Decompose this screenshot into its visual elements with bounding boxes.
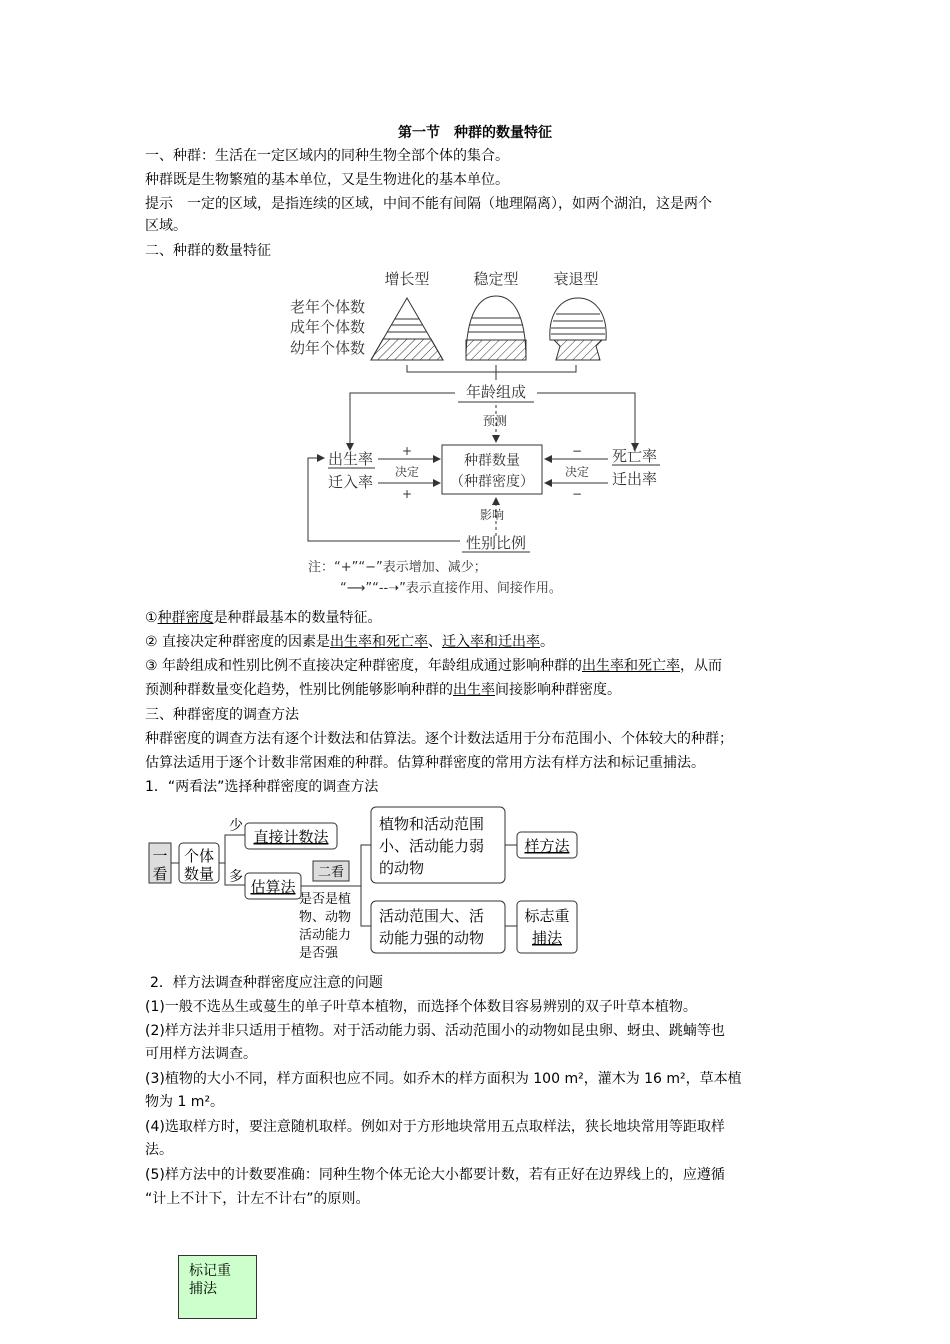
emigration-label: 迁出率	[612, 470, 658, 488]
question-line: 是否强	[299, 946, 339, 961]
paragraph: 预测种群数量变化趋势，性别比例能够影响种群的出生率间接影响种群密度。	[145, 682, 621, 698]
population-characteristics-figure	[280, 262, 680, 600]
paragraph: 1．“两看法”选择种群密度的调查方法	[145, 779, 379, 795]
mark-recapture-label: 捕法	[531, 929, 563, 947]
first-look-label: 一	[152, 847, 168, 865]
decline-type-label: 衰退型	[553, 270, 599, 288]
paragraph: 提示 一定的区域，是指连续的区域，中间不能有间隔（地理隔离），如两个湖泊，这是两个	[145, 196, 712, 212]
decide-label-right: 决定	[564, 465, 590, 479]
section-heading: 三、种群密度的调查方法	[145, 707, 299, 723]
many-label: 多	[229, 869, 243, 885]
paragraph: 种群既是生物繁殖的基本单位，又是生物进化的基本单位。	[145, 172, 509, 188]
adult-count-label: 成年个体数	[290, 318, 366, 336]
paragraph: 可用样方法调查。	[145, 1046, 257, 1062]
immigration-label: 迁入率	[328, 473, 374, 491]
paragraph: “计上不计下，计左不计右”的原则。	[145, 1191, 370, 1207]
age-structure-label: 年龄组成	[465, 383, 527, 401]
paragraph: (2)样方法并非只适用于植物。对于活动能力弱、活动范围小的动物如昆虫卵、蚜虫、跳蝻等也	[145, 1023, 725, 1039]
few-label: 少	[229, 818, 243, 834]
box-a-line: 的动物	[379, 859, 425, 877]
paragraph: 估算法适用于逐个计数非常困难的种群。估算种群密度的常用方法有样方法和标记重捕法。	[145, 755, 705, 771]
paragraph: ①种群密度是种群最基本的数量特征。	[145, 610, 382, 626]
growth-type-label: 增长型	[384, 270, 430, 288]
figure-note-1: 注：“+”“−”表示增加、减少；	[308, 560, 487, 575]
box-b-line: 活动范围大、活	[379, 907, 485, 925]
paragraph: 区域。	[145, 218, 187, 234]
paragraph: (1)一般不选丛生或蔓生的单子叶草本植物，而选择个体数目容易辨别的双子叶草本植物。	[145, 999, 697, 1015]
box-a-line: 小、活动能力弱	[379, 837, 485, 855]
box-b-line: 动能力强的动物	[379, 929, 485, 947]
note-line: 标记重	[189, 1263, 231, 1279]
decide-label-left: 决定	[394, 465, 420, 479]
quadrat-method-label: 样方法	[524, 837, 570, 855]
paragraph: ② 直接决定种群密度的因素是出生率和死亡率、迁入率和迁出率。	[145, 634, 555, 650]
growth-pyramid	[371, 298, 443, 360]
first-look-label: 看	[152, 865, 168, 883]
paragraph: 2．样方法调查种群密度应注意的问题	[150, 975, 383, 991]
box-a-line: 植物和活动范围	[379, 815, 485, 833]
paragraph: 法。	[145, 1142, 173, 1158]
stable-type-label: 稳定型	[473, 270, 519, 288]
population-size-label: 种群数量	[464, 453, 520, 469]
second-look-label: 二看	[317, 865, 345, 880]
mark-recapture-note	[178, 1255, 257, 1319]
paragraph: 物为 1 m²。	[145, 1094, 225, 1110]
estimate-label: 估算法	[250, 878, 296, 896]
paragraph: 种群密度的调查方法有逐个计数法和估算法。逐个计数法适用于分布范围小、个体较大的种群；	[145, 731, 733, 747]
birth-rate-label: 出生率	[328, 450, 374, 468]
influence-label: 影响	[480, 508, 505, 522]
page-title: 第一节 种群的数量特征	[398, 125, 552, 141]
paragraph: 一、种群：生活在一定区域内的同种生物全部个体的集合。	[145, 148, 509, 164]
figure-note-2: “⟶”“--➝”表示直接作用、间接作用。	[340, 581, 562, 596]
stable-bell	[466, 296, 526, 360]
decline-urn	[550, 298, 606, 360]
paragraph: (5)样方法中的计数要准确：同种生物个体无论大小都要计数，若有正好在边界线上的，应遵循	[145, 1167, 725, 1183]
count-label: 个体	[183, 847, 215, 865]
young-count-label: 幼年个体数	[290, 339, 366, 357]
count-label: 数量	[183, 865, 215, 883]
sex-ratio-label: 性别比例	[465, 534, 527, 552]
question-line: 活动能力	[299, 928, 352, 943]
old-count-label: 老年个体数	[290, 298, 366, 316]
population-density-label: （种群密度）	[450, 474, 534, 490]
predict-label: 预测	[483, 414, 508, 428]
minus-sign: −	[571, 444, 583, 458]
paragraph: ③ 年龄组成和性别比例不直接决定种群密度，年龄组成通过影响种群的出生率和死亡率，从而	[145, 658, 722, 674]
question-line: 物、动物	[299, 910, 352, 925]
paragraph: (3)植物的大小不同，样方面积也应不同。如乔木的样方面积为 100 m²，灌木为 16 m²，草本植	[145, 1071, 742, 1087]
section-heading: 二、种群的数量特征	[145, 243, 271, 259]
question-line: 是否是植	[299, 892, 352, 907]
note-line: 捕法	[189, 1281, 217, 1297]
mark-recapture-label: 标志重	[524, 907, 570, 925]
plus-sign: +	[401, 444, 413, 458]
plus-sign: +	[401, 487, 413, 501]
direct-count-label: 直接计数法	[253, 828, 329, 846]
death-rate-label: 死亡率	[612, 447, 658, 465]
paragraph: (4)选取样方时，要注意随机取样。例如对于方形地块常用五点取样法，狭长地块常用等距取样	[145, 1119, 725, 1135]
minus-sign: −	[571, 487, 583, 501]
two-look-method-figure	[145, 805, 585, 965]
